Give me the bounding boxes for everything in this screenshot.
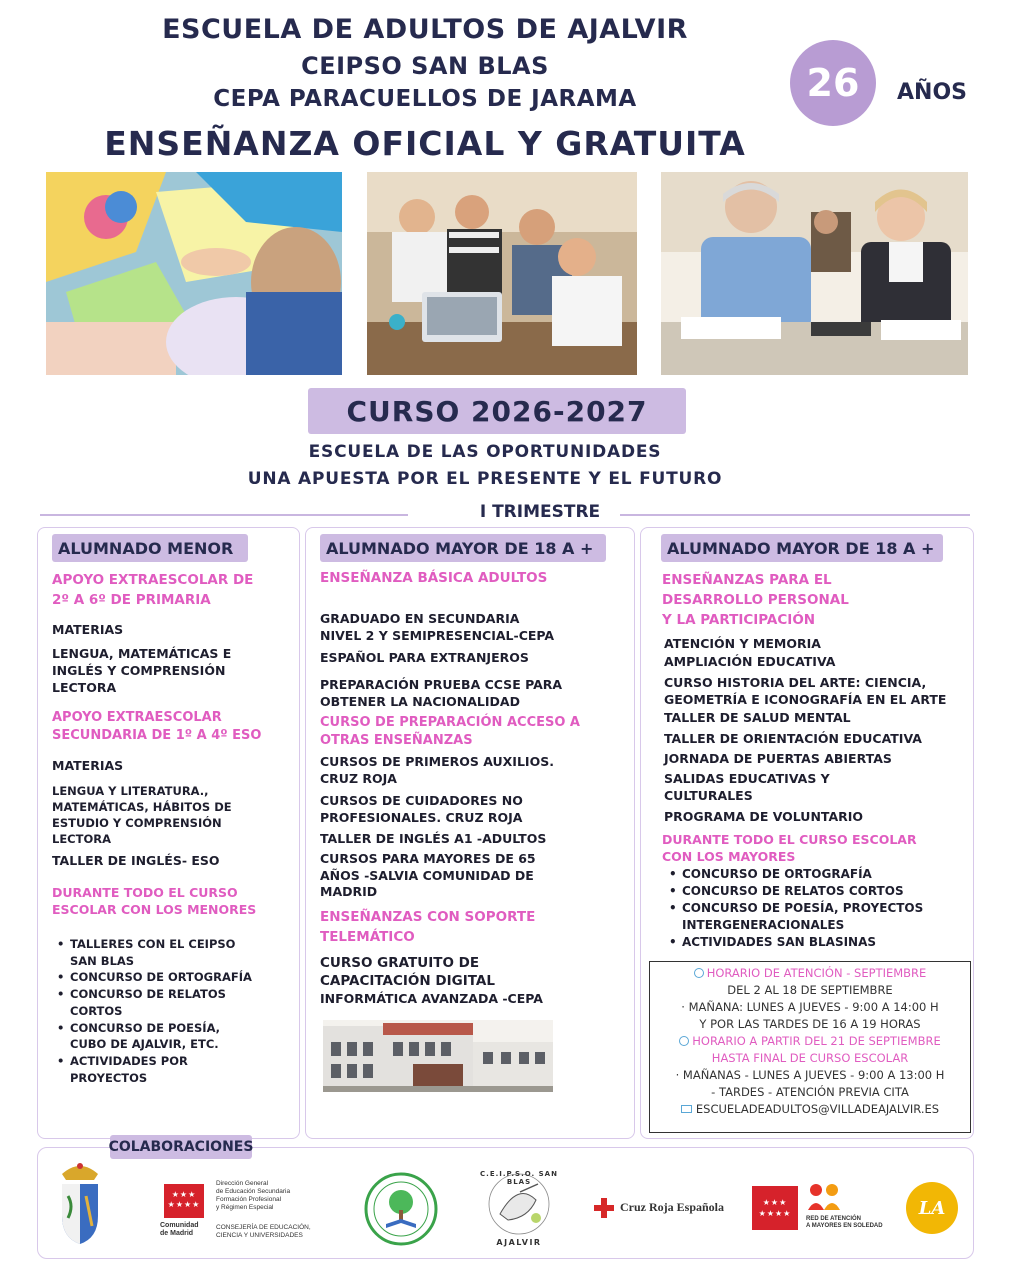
- red-mayores-logo: [752, 1182, 892, 1240]
- seniors-during-title: [662, 831, 917, 865]
- hours-dates-1: DEL 2 AL 18 DE SEPTIEMBRE: [727, 983, 893, 997]
- personal-development-title: [662, 570, 849, 630]
- hours-title-1-text: HORARIO DE ATENCIÓN - SEPTIEMBRE: [706, 966, 927, 980]
- column-adults-basic: [305, 527, 635, 1139]
- cruz-roja-logo: [594, 1196, 724, 1220]
- secondary-support-title-2: SECUNDARIA DE 1º A 4º ESO: [52, 728, 262, 743]
- hours-line-1: · MAÑANA: LUNES A JUEVES - 9:00 A 14:00 H: [681, 1000, 939, 1014]
- secondary-subjects-2: MATEMÁTICAS, HÁBITOS DE: [52, 800, 232, 814]
- list-item: TALLER DE SALUD MENTAL: [664, 710, 851, 726]
- list-item: CURSO HISTORIA DEL ARTE: CIENCIA,: [664, 674, 927, 690]
- list-item: • ACTIVIDADES SAN BLASINAS: [664, 934, 924, 951]
- cm-dg-1: Dirección General: [216, 1180, 269, 1187]
- personal-development-title-1: ENSEÑANZAS PARA EL: [662, 572, 832, 588]
- hours-title-2: [650, 1033, 970, 1050]
- secondary-subjects: [52, 783, 232, 847]
- seniors-courses-2: AÑOS -SALVIA COMUNIDAD DE: [320, 867, 534, 883]
- madrid-flag-icon: ★★★ ★★★★: [752, 1186, 798, 1230]
- collaborations-label-text: COLABORACIONES: [108, 1139, 254, 1155]
- list-item: • TALLERES CON EL CEIPSO SAN BLAS: [52, 936, 252, 969]
- list-item: AMPLIACIÓN EDUCATIVA: [664, 653, 836, 669]
- list-item: SALIDAS EDUCATIVAS Y: [664, 770, 830, 786]
- graduate-secondary: [320, 611, 554, 644]
- secondary-support-title-1: APOYO EXTRAESCOLAR: [52, 710, 222, 725]
- caregiver-courses-2: PROFESIONALES. CRUZ ROJA: [320, 809, 523, 825]
- ccse-prep-2: OBTENER LA NACIONALIDAD: [320, 693, 520, 709]
- first-aid-courses: [320, 754, 570, 787]
- personal-development-list: [664, 635, 969, 826]
- email-row[interactable]: [650, 1101, 970, 1118]
- seniors-during-title-2: CON LOS MAYORES: [662, 849, 796, 864]
- list-item: JORNADA DE PUERTAS ABIERTAS: [664, 750, 892, 766]
- photo-children-crafts: [46, 172, 342, 375]
- telematic-title-1: ENSEÑANZAS CON SOPORTE: [320, 909, 536, 925]
- cm-dg-4: y Régimen Especial: [216, 1204, 274, 1211]
- slogan-line-2: UNA APUESTA POR EL PRESENTE Y EL FUTURO: [247, 469, 723, 489]
- ajalvir-coat-of-arms-icon: [54, 1156, 106, 1248]
- cm-name-1: Comunidad: [160, 1222, 199, 1229]
- list-item: GEOMETRÍA E ICONOGRAFÍA EN EL ARTE: [664, 692, 947, 708]
- la-logo-icon: [906, 1182, 958, 1234]
- library-tree-logo-icon: [364, 1172, 438, 1246]
- primary-subjects: [52, 645, 231, 696]
- divider-line-left: [40, 514, 408, 516]
- access-prep-title-2: OTRAS ENSEÑANZAS: [320, 733, 473, 748]
- english-workshop-adults: TALLER DE INGLÉS A1 -ADULTOS: [320, 831, 547, 846]
- seniors-activities-list: [664, 866, 924, 951]
- hours-title-2-text: HORARIO A PARTIR DEL 21 DE SEPTIEMBRE: [692, 1034, 941, 1048]
- seniors-courses: [320, 851, 570, 901]
- minors-during-title-1: DURANTE TODO EL CURSO: [52, 885, 238, 900]
- list-item: • CONCURSO DE POESÍA, CUBO DE AJALVIR, ETC.: [52, 1020, 252, 1053]
- seniors-during-title-1: DURANTE TODO EL CURSO ESCOLAR: [662, 832, 917, 847]
- cm-cons-2: CIENCIA Y UNIVERSIDADES: [216, 1232, 303, 1239]
- caregiver-courses-1: CURSOS DE CUIDADORES NO: [320, 793, 523, 808]
- basic-education-title: ENSEÑANZA BÁSICA ADULTOS: [320, 570, 548, 586]
- digital-course-2: CAPACITACIÓN DIGITAL: [320, 973, 495, 989]
- secondary-subjects-3: ESTUDIO Y COMPRENSIÓN: [52, 816, 222, 830]
- red-mayores-text-2: A MAYORES EN SOLEDAD: [806, 1223, 883, 1229]
- trimester-divider: [40, 502, 970, 526]
- red-mayores-text-1: RED DE ATENCIÓN: [806, 1216, 862, 1222]
- ceipso-top-text: C.E.I.P.S.O. SAN BLAS: [480, 1170, 558, 1186]
- clock-icon: [679, 1036, 689, 1046]
- list-item: PROGRAMA DE VOLUNTARIO: [664, 809, 864, 825]
- column-adults-personal: [640, 527, 974, 1139]
- trimester-label: I TRIMESTRE: [460, 502, 620, 522]
- mail-icon: [681, 1105, 692, 1113]
- column-adults-basic-header: ALUMNADO MAYOR DE 18 A +: [320, 534, 606, 562]
- list-item: • CONCURSO DE RELATOS CORTOS: [52, 986, 252, 1019]
- minors-during-title: [52, 884, 256, 918]
- primary-subjects-3: LECTORA: [52, 680, 117, 695]
- hours-line-4: - TARDES - ATENCIÓN PREVIA CITA: [711, 1085, 909, 1099]
- list-item: TALLER DE ORIENTACIÓN EDUCATIVA: [664, 730, 922, 746]
- digital-course: [320, 954, 543, 1008]
- list-item: CULTURALES: [664, 788, 753, 804]
- hours-title-1: [650, 965, 970, 982]
- ceipso-san-blas-logo: [478, 1162, 560, 1252]
- seniors-courses-3: MADRID: [320, 884, 378, 899]
- school-building-image: [323, 1020, 553, 1092]
- people-icon: [806, 1182, 850, 1212]
- telematic-title: [320, 907, 535, 947]
- secondary-subjects-4: LECTORA: [52, 832, 111, 846]
- primary-support-title-1: APOYO EXTRAESCOLAR DE: [52, 572, 254, 588]
- cepa-title: CEPA PARACUELLOS DE JARAMA: [213, 86, 637, 112]
- access-prep-title-1: CURSO DE PREPARACIÓN ACCESO A: [320, 715, 580, 730]
- graduate-secondary-2: NIVEL 2 Y SEMIPRESENCIAL-CEPA: [320, 627, 555, 643]
- cm-dg-3: Formación Profesional: [216, 1196, 282, 1203]
- column-minors-header: ALUMNADO MENOR: [52, 534, 248, 562]
- column-adults-personal-header: ALUMNADO MAYOR DE 18 A +: [661, 534, 943, 562]
- minors-during-title-2: ESCOLAR CON LOS MENORES: [52, 902, 257, 917]
- slogan-line-1: ESCUELA DE LAS OPORTUNIDADES: [308, 442, 662, 462]
- cm-council: [216, 1224, 311, 1240]
- red-cross-icon: [594, 1198, 614, 1218]
- email-link[interactable]: ESCUELADEADULTOS@VILLADEAJALVIR.ES: [695, 1102, 940, 1116]
- primary-subjects-1: LENGUA, MATEMÁTICAS E: [52, 646, 232, 661]
- personal-development-title-2: DESARROLLO PERSONAL: [662, 592, 849, 608]
- english-workshop-eso: TALLER DE INGLÉS- ESO: [52, 853, 220, 868]
- years-number: 26: [806, 61, 860, 105]
- office-hours-box: [649, 961, 971, 1133]
- photo-seniors-writing: [661, 172, 968, 375]
- primary-support-title-2: 2º A 6º DE PRIMARIA: [52, 592, 211, 608]
- primary-subjects-2: INGLÉS Y COMPRENSIÓN: [52, 663, 226, 678]
- hours-line-3: · MAÑANAS - LUNES A JUEVES - 9:00 A 13:00 H: [675, 1068, 945, 1082]
- telematic-title-2: TELEMÁTICO: [320, 929, 415, 945]
- digital-course-1: CURSO GRATUITO DE: [320, 955, 480, 971]
- hours-line-2: Y POR LAS TARDES DE 16 A 19 HORAS: [699, 1017, 921, 1031]
- first-aid-courses-2: CRUZ ROJA: [320, 770, 397, 786]
- list-item: ATENCIÓN Y MEMORIA: [664, 636, 821, 651]
- main-headline: ENSEÑANZA OFICIAL Y GRATUITA: [104, 124, 746, 163]
- ceipso-bottom-text: AJALVIR: [496, 1238, 542, 1247]
- la-logo-text: LA: [918, 1197, 946, 1219]
- list-item: • CONCURSO DE ORTOGRAFÍA: [52, 969, 252, 986]
- divider-line-right: [606, 514, 970, 516]
- secondary-subjects-1: LENGUA Y LITERATURA.,: [52, 784, 209, 798]
- collaborators-panel: [37, 1147, 974, 1259]
- cm-dg-2: de Educación Secundaria: [216, 1188, 291, 1195]
- personal-development-title-3: Y LA PARTICIPACIÓN: [662, 612, 816, 628]
- course-title: [308, 388, 686, 434]
- photo-young-adults-laptop: [367, 172, 637, 375]
- school-title: ESCUELA DE ADULTOS DE AJALVIR: [162, 14, 688, 45]
- caregiver-courses: [320, 793, 570, 826]
- cm-name-2: de Madrid: [160, 1230, 194, 1237]
- comunidad-madrid-logo: [160, 1180, 324, 1246]
- list-item: • CONCURSO DE RELATOS CORTOS: [664, 883, 924, 900]
- cruz-roja-text: Cruz Roja Española: [620, 1200, 725, 1214]
- years-label: AÑOS: [897, 80, 967, 105]
- cm-cons-1: CONSEJERÍA DE EDUCACIÓN,: [216, 1224, 311, 1231]
- first-aid-courses-1: CURSOS DE PRIMEROS AUXILIOS.: [320, 754, 554, 769]
- materias-label-2: MATERIAS: [52, 758, 124, 773]
- minors-activities-list: [52, 936, 252, 1086]
- graduate-secondary-1: GRADUADO EN SECUNDARIA: [320, 611, 520, 626]
- list-item: • ACTIVIDADES POR PROYECTOS: [52, 1053, 252, 1086]
- madrid-flag-icon: ★★★ ★★★★: [164, 1184, 204, 1218]
- clock-icon: [694, 968, 704, 978]
- column-minors: [37, 527, 300, 1139]
- years-badge: [790, 40, 876, 126]
- collaborations-label: [110, 1135, 252, 1159]
- cm-name: [160, 1222, 199, 1238]
- seniors-courses-1: CURSOS PARA MAYORES DE 65: [320, 851, 536, 866]
- list-item: • CONCURSO DE POESÍA, PROYECTOS INTERGENERACIONALES: [664, 900, 924, 934]
- access-prep-title: [320, 714, 580, 750]
- ccse-prep-1: PREPARACIÓN PRUEBA CCSE PARA: [320, 677, 563, 692]
- list-item: • CONCURSO DE ORTOGRAFÍA: [664, 866, 924, 883]
- primary-support-title: [52, 570, 253, 610]
- hours-title-3: HASTA FINAL DE CURSO ESCOLAR: [711, 1051, 909, 1065]
- spanish-foreigners: ESPAÑOL PARA EXTRANJEROS: [320, 650, 529, 665]
- secondary-support-title: [52, 709, 261, 745]
- ceipso-title: CEIPSO SAN BLAS: [301, 52, 549, 80]
- cm-directorate: [216, 1180, 290, 1212]
- digital-course-3: INFORMÁTICA AVANZADA -CEPA: [320, 991, 543, 1006]
- ccse-prep: [320, 677, 562, 710]
- red-mayores-text: [806, 1216, 883, 1230]
- materias-label-1: MATERIAS: [52, 622, 124, 637]
- course-title-text: CURSO 2026-2027: [346, 394, 648, 428]
